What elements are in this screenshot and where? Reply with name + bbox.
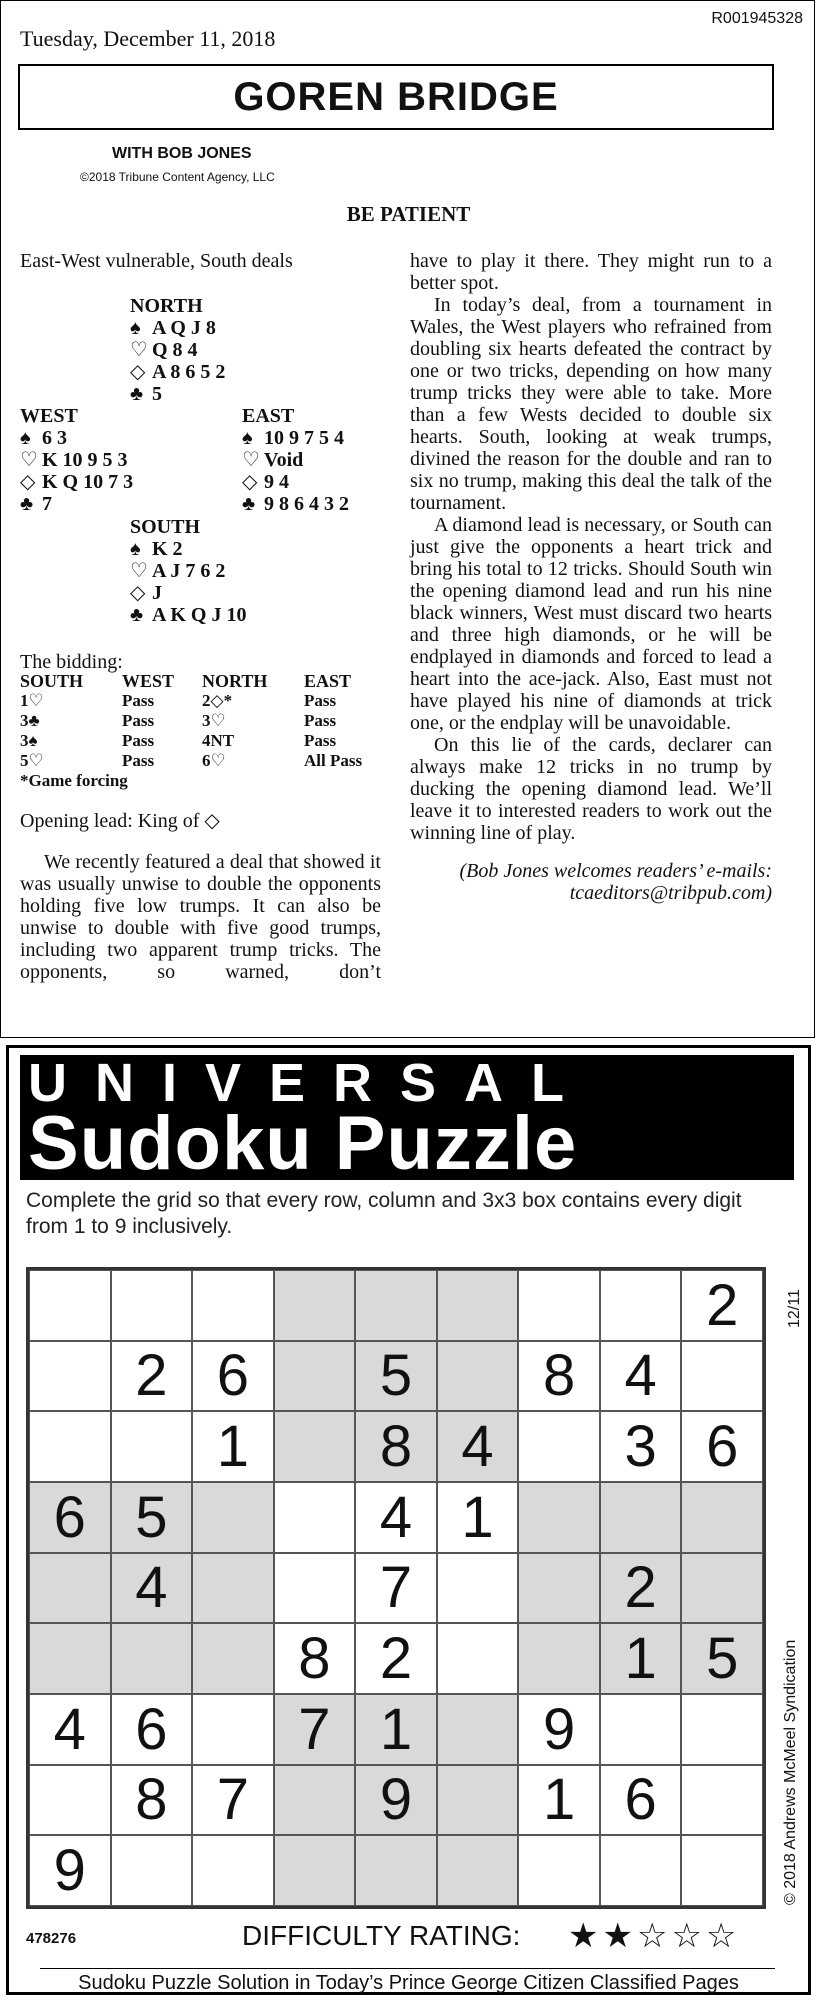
sudoku-cell[interactable] [437, 1341, 519, 1412]
sudoku-cell[interactable] [437, 1553, 519, 1624]
sudoku-cell[interactable] [111, 1270, 193, 1341]
south-label: SOUTH [130, 516, 201, 538]
sudoku-cell[interactable] [274, 1270, 356, 1341]
footer-divider [40, 1968, 775, 1969]
sudoku-cell[interactable]: 4 [600, 1341, 682, 1412]
east-label: EAST [242, 405, 295, 427]
diamond-icon: ◇ [130, 582, 146, 604]
north-diamonds: A 8 6 5 2 [152, 361, 226, 383]
east-clubs: 9 8 6 4 3 2 [264, 493, 349, 515]
vulnerability: East-West vulnerable, South deals [20, 250, 293, 272]
sudoku-cell[interactable]: 8 [274, 1623, 356, 1694]
heart-icon: ♡ [130, 560, 148, 582]
sudoku-cell[interactable] [437, 1623, 519, 1694]
spade-icon: ♠ [130, 538, 141, 560]
sudoku-cell[interactable]: 9 [355, 1765, 437, 1836]
sudoku-cell[interactable]: 6 [29, 1482, 111, 1553]
sudoku-cell[interactable] [681, 1482, 763, 1553]
sudoku-cell[interactable] [518, 1411, 600, 1482]
sudoku-instructions: Complete the grid so that every row, column and 3x3 box contains every digit from 1 to 9 inclusively. [26, 1189, 742, 1238]
sudoku-cell[interactable] [192, 1270, 274, 1341]
west-hand [20, 405, 133, 515]
bid-cell: 5♡ [20, 751, 44, 770]
north-spades: A Q J 8 [152, 317, 216, 339]
sudoku-cell[interactable] [29, 1623, 111, 1694]
west-hearts: K 10 9 5 3 [42, 449, 128, 471]
sudoku-cell[interactable]: 9 [518, 1694, 600, 1765]
sudoku-cell[interactable] [600, 1270, 682, 1341]
sudoku-cell[interactable] [274, 1411, 356, 1482]
difficulty-label: DIFFICULTY RATING: [242, 1920, 521, 1951]
east-hand [242, 405, 349, 515]
spade-icon: ♠ [130, 317, 141, 339]
sudoku-cell[interactable]: 3 [600, 1411, 682, 1482]
sudoku-cell[interactable]: 4 [29, 1694, 111, 1765]
sudoku-cell[interactable]: 6 [192, 1341, 274, 1412]
spade-icon: ♠ [20, 427, 31, 449]
sudoku-cell[interactable] [518, 1482, 600, 1553]
sudoku-cell[interactable] [274, 1765, 356, 1836]
id-code: R001945328 [711, 10, 803, 27]
club-icon: ♣ [130, 383, 144, 405]
sudoku-cell[interactable]: 1 [437, 1482, 519, 1553]
bid-header: WEST [122, 671, 175, 691]
bid-cell: Pass [304, 691, 337, 710]
sudoku-cell[interactable]: 1 [355, 1694, 437, 1765]
west-spades: 6 3 [42, 427, 67, 449]
north-label: NORTH [130, 295, 203, 317]
club-icon: ♣ [242, 493, 256, 515]
sudoku-cell[interactable] [192, 1482, 274, 1553]
article-paragraph: have to play it there. They might run to a better spot. [410, 250, 772, 294]
bid-cell: Pass [304, 731, 337, 750]
article-paragraph: On this lie of the cards, declarer can always make 12 tricks in no trump by ducking the opening diamond lead. We’ll leave it to interested readers to work out the winning line of play. [410, 734, 772, 844]
sudoku-cell[interactable] [437, 1270, 519, 1341]
sudoku-cell[interactable] [192, 1623, 274, 1694]
byline: WITH BOB JONES [112, 145, 252, 162]
sudoku-cell[interactable]: 6 [681, 1411, 763, 1482]
sudoku-cell[interactable] [600, 1835, 682, 1906]
sudoku-cell[interactable]: 8 [111, 1765, 193, 1836]
sudoku-cell[interactable]: 7 [355, 1553, 437, 1624]
west-clubs: 7 [42, 493, 52, 515]
sudoku-cell[interactable] [518, 1553, 600, 1624]
sudoku-cell[interactable]: 2 [111, 1341, 193, 1412]
south-spades: K 2 [152, 538, 183, 560]
sudoku-cell[interactable] [192, 1694, 274, 1765]
bid-header: EAST [304, 671, 352, 691]
article-paragraph: We recently featured a deal that showed it was usually unwise to double the opponents holding five low trumps. It can also be unwise to double with five good trumps, including two apparent trump tricks. The opponents, so warned, don’t [20, 851, 381, 983]
south-hand [130, 516, 246, 626]
club-icon: ♣ [20, 493, 34, 515]
sudoku-cell[interactable]: 1 [518, 1765, 600, 1836]
sudoku-cell[interactable]: 2 [600, 1553, 682, 1624]
sudoku-cell[interactable] [111, 1623, 193, 1694]
sudoku-cell[interactable]: 7 [192, 1765, 274, 1836]
sudoku-cell[interactable]: 9 [29, 1835, 111, 1906]
sudoku-cell[interactable] [681, 1765, 763, 1836]
diamond-icon: ◇ [20, 471, 36, 493]
sudoku-cell[interactable]: 6 [600, 1765, 682, 1836]
sudoku-cell[interactable]: 5 [355, 1341, 437, 1412]
sudoku-cell[interactable] [518, 1270, 600, 1341]
publication-date: Tuesday, December 11, 2018 [20, 26, 276, 51]
club-icon: ♣ [130, 604, 144, 626]
bid-cell: 3♡ [202, 711, 226, 730]
heart-icon: ♡ [130, 339, 148, 361]
sudoku-title: Sudoku Puzzle [28, 1101, 578, 1186]
sudoku-cell[interactable] [29, 1765, 111, 1836]
bid-cell: Pass [122, 691, 155, 710]
sudoku-date-code: 12/11 [786, 1289, 803, 1328]
sudoku-cell[interactable]: 4 [355, 1482, 437, 1553]
north-clubs: 5 [152, 383, 162, 405]
bid-cell: 6♡ [202, 751, 226, 770]
sudoku-cell[interactable] [600, 1482, 682, 1553]
sudoku-cell[interactable] [355, 1835, 437, 1906]
sudoku-footer: Sudoku Puzzle Solution in Today’s Prince George Citizen Classified Pages [78, 1972, 739, 1994]
bid-cell: Pass [122, 751, 155, 770]
bid-header: NORTH [202, 671, 268, 691]
east-spades: 10 9 7 5 4 [264, 427, 344, 449]
sudoku-cell[interactable]: 2 [355, 1623, 437, 1694]
west-diamonds: K Q 10 7 3 [42, 471, 134, 493]
syndication-credit: © 2018 Andrews McMeel Syndication [782, 1639, 799, 1905]
sudoku-cell[interactable] [437, 1694, 519, 1765]
north-hand [130, 295, 225, 405]
sudoku-cell[interactable] [600, 1694, 682, 1765]
sudoku-cell[interactable]: 5 [111, 1482, 193, 1553]
east-diamonds: 9 4 [264, 471, 289, 493]
sudoku-cell[interactable]: 8 [518, 1341, 600, 1412]
sudoku-cell[interactable] [518, 1623, 600, 1694]
sudoku-brand: UNIVERSAL [28, 1053, 593, 1113]
sudoku-cell[interactable] [111, 1835, 193, 1906]
difficulty-stars: ★★☆☆☆ [568, 1916, 741, 1956]
sudoku-cell[interactable] [29, 1270, 111, 1341]
opening-lead: Opening lead: King of ◇ [20, 810, 220, 832]
sudoku-cell[interactable] [437, 1835, 519, 1906]
headline: BE PATIENT [346, 202, 471, 226]
sudoku-cell[interactable] [681, 1835, 763, 1906]
sudoku-cell[interactable] [274, 1553, 356, 1624]
sudoku-cell[interactable] [437, 1765, 519, 1836]
sudoku-cell[interactable] [518, 1835, 600, 1906]
bid-cell: 2◇* [202, 691, 233, 710]
sudoku-cell[interactable] [29, 1411, 111, 1482]
article-left-column [20, 851, 381, 983]
sudoku-cell[interactable] [681, 1694, 763, 1765]
sudoku-cell[interactable]: 6 [111, 1694, 193, 1765]
sudoku-cell[interactable]: 7 [274, 1694, 356, 1765]
bid-cell: 3♠ [20, 731, 38, 750]
diamond-icon: ◇ [242, 471, 258, 493]
sudoku-cell[interactable]: 4 [437, 1411, 519, 1482]
sudoku-cell[interactable]: 8 [355, 1411, 437, 1482]
bidding-label: The bidding: [20, 651, 123, 673]
article-paragraph: In today’s deal, from a tournament in Wales, the West players who refrained from doubling six hearts defeated the contract by one or two tricks, depending on how many trump tricks they were able to take. More than a few Wests decided to double six hearts. South, looking at weak trumps, divined the reason for the double and ran to six no trump, making this deal the talk of the tournament. [410, 294, 772, 514]
north-hearts: Q 8 4 [152, 339, 198, 361]
sudoku-cell[interactable]: 4 [111, 1553, 193, 1624]
bid-cell: Pass [122, 711, 155, 730]
sudoku-cell[interactable] [29, 1341, 111, 1412]
sudoku-cell[interactable] [192, 1835, 274, 1906]
bid-cell: Pass [304, 711, 337, 730]
article-paragraph: A diamond lead is necessary, or South can just give the opponents a heart trick and bring his total to 12 tricks. Should South win the opening diamond lead and run his nine black winners, West must discard two hearts and three high diamonds, or he will be endplayed in diamonds and forced to lead a heart into the ace-jack. Also, East must not have played his nine of diamonds at trick one, or the endplay will be unavoidable. [410, 514, 772, 734]
signoff: (Bob Jones welcomes readers’ e-mails: tcaeditors@tribpub.com) [459, 860, 772, 904]
puzzle-number: 478276 [26, 1930, 77, 1947]
diamond-icon: ◇ [130, 361, 146, 383]
bid-cell: 1♡ [20, 691, 44, 710]
sudoku-cell[interactable] [274, 1835, 356, 1906]
sudoku-cell[interactable] [192, 1553, 274, 1624]
sudoku-cell[interactable] [681, 1553, 763, 1624]
bid-cell: All Pass [304, 751, 363, 770]
sudoku-grid[interactable] [26, 1267, 766, 1909]
sudoku-cell[interactable] [681, 1341, 763, 1412]
sudoku-cell[interactable]: 2 [681, 1270, 763, 1341]
heart-icon: ♡ [20, 449, 38, 471]
sudoku-cell[interactable] [111, 1411, 193, 1482]
sudoku-cell[interactable] [274, 1341, 356, 1412]
spade-icon: ♠ [242, 427, 253, 449]
bid-cell: 4NT [202, 731, 235, 750]
bid-footnote: *Game forcing [20, 771, 128, 790]
west-label: WEST [20, 405, 78, 427]
bid-cell: Pass [122, 731, 155, 750]
east-hearts: Void [264, 449, 304, 471]
column-title: GOREN BRIDGE [18, 64, 774, 130]
sudoku-cell[interactable]: 1 [600, 1623, 682, 1694]
sudoku-cell[interactable]: 5 [681, 1623, 763, 1694]
heart-icon: ♡ [242, 449, 260, 471]
bid-header: SOUTH [20, 671, 84, 691]
sudoku-cell[interactable] [29, 1553, 111, 1624]
sudoku-cell[interactable] [274, 1482, 356, 1553]
south-hearts: A J 7 6 2 [152, 560, 226, 582]
bidding-table [20, 671, 390, 791]
south-diamonds: J [152, 582, 162, 604]
copyright: ©2018 Tribune Content Agency, LLC [80, 170, 275, 184]
article-right-column [410, 250, 772, 904]
south-clubs: A K Q J 10 [152, 604, 247, 626]
sudoku-cell[interactable]: 1 [192, 1411, 274, 1482]
bid-cell: 3♣ [20, 711, 40, 730]
sudoku-cell[interactable] [355, 1270, 437, 1341]
